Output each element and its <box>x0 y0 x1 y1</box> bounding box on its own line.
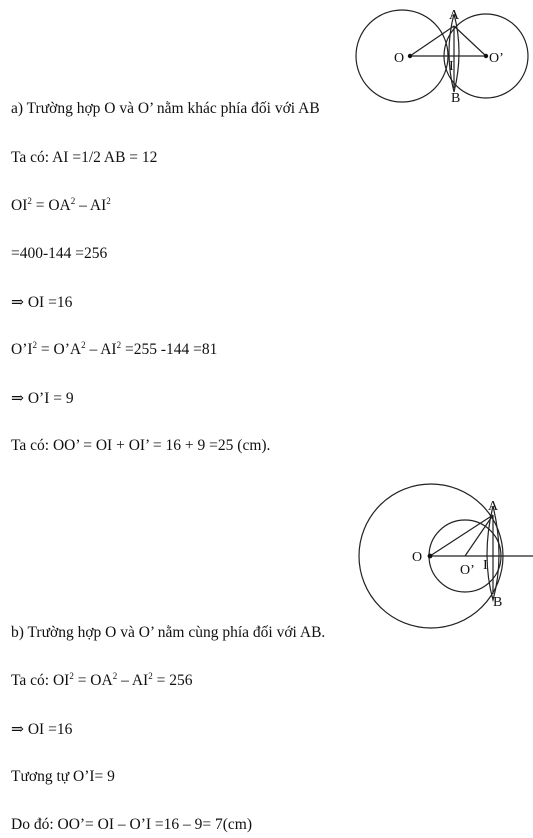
superscript: 2 <box>116 340 122 350</box>
section-a-line-3: =400-144 =256 <box>11 245 108 262</box>
label-i: I <box>483 558 488 573</box>
section-a-heading: a) Trường hợp O và O’ nằm khác phía đối với AB <box>11 100 320 117</box>
section-a-line-4: ⇒ OI =16 <box>11 294 73 311</box>
text: = OA <box>31 197 71 214</box>
section-a-line-5 <box>11 341 217 359</box>
label-b: B <box>493 595 503 610</box>
figure-two-circles-same-side <box>350 482 533 637</box>
superscript: 2 <box>112 671 118 681</box>
section-b-line-1 <box>11 672 192 690</box>
point-o-prime <box>484 54 488 58</box>
label-o-prime: O’ <box>489 51 504 66</box>
label-a: A <box>449 8 460 23</box>
superscript: 2 <box>81 340 86 350</box>
superscript: 2 <box>148 671 153 681</box>
section-b-line-2: ⇒ OI =16 <box>11 721 73 738</box>
section-b-line-3: Tương tự O’I= 9 <box>11 768 115 785</box>
point-o <box>428 554 433 559</box>
section-a-line-7: Ta có: OO’ = OI + OI’ = 16 + 9 =25 (cm). <box>11 437 271 454</box>
figure-two-circles-opposite <box>350 0 530 110</box>
superscript: 2 <box>69 671 74 681</box>
text: O’I <box>11 341 33 358</box>
text: – AI <box>117 672 149 689</box>
label-o: O <box>412 550 423 565</box>
superscript: 2 <box>27 196 32 206</box>
text: – AI <box>75 197 107 214</box>
label-o-prime: O’ <box>460 563 475 578</box>
section-b-line-4: Do đó: OO’= OI – O’I =16 – 9= 7(cm) <box>11 816 253 833</box>
text: = OA <box>73 672 113 689</box>
superscript: 2 <box>106 196 111 206</box>
superscript: 2 <box>70 196 76 206</box>
label-o: O <box>394 51 405 66</box>
text: – AI <box>85 341 117 358</box>
label-b: B <box>451 91 461 106</box>
section-a-line-2 <box>11 197 111 215</box>
section-a-line-6: ⇒ O’I = 9 <box>11 390 74 407</box>
label-a: A <box>488 499 499 514</box>
text: =255 -144 =81 <box>121 341 218 358</box>
text: = 256 <box>152 672 193 689</box>
text: Ta có: OI <box>11 672 70 689</box>
point-o <box>408 54 412 58</box>
superscript: 2 <box>32 340 38 350</box>
section-b-heading: b) Trường hợp O và O’ nằm cùng phía đối với AB. <box>11 624 326 641</box>
label-i: I <box>449 59 454 74</box>
text: = O’A <box>37 341 82 358</box>
segment-o-prime-a <box>465 515 493 556</box>
section-a-line-1: Ta có: AI =1/2 AB = 12 <box>11 149 158 166</box>
text: OI <box>11 197 28 214</box>
segment-oa <box>430 515 493 556</box>
